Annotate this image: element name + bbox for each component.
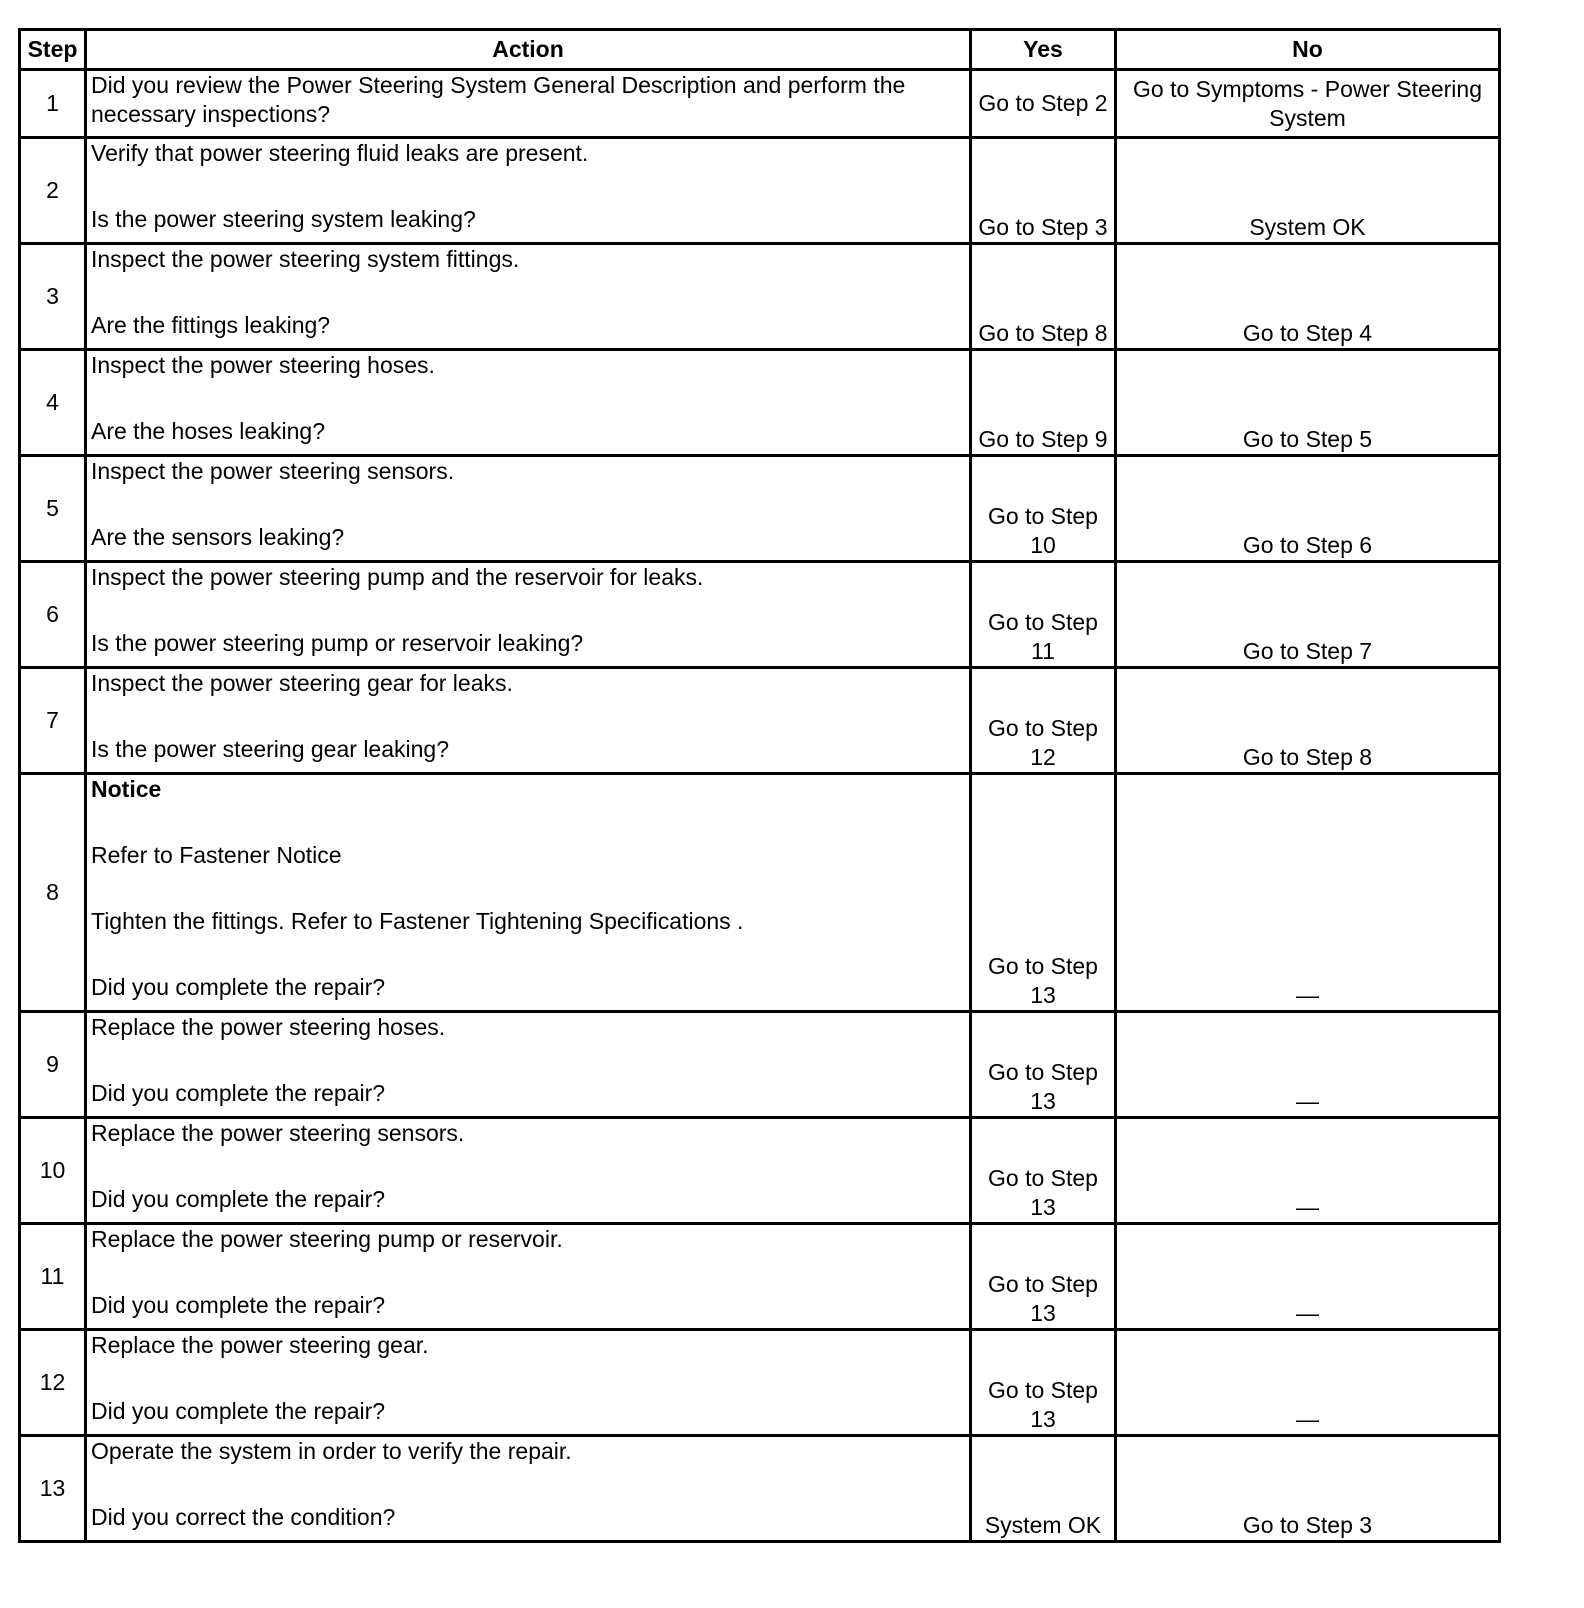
- yes-cell: Go to Step 13: [971, 1118, 1116, 1224]
- step-number: 1: [20, 70, 86, 138]
- action-cell: [86, 244, 971, 350]
- action-question: Are the hoses leaking?: [91, 418, 325, 444]
- action-text: Did you review the Power Steering System General Description and perform the necessary inspections?: [91, 72, 906, 127]
- action-text: Replace the power steering gear.: [91, 1332, 429, 1358]
- no-cell: Go to Step 3: [1116, 1436, 1500, 1542]
- table-row: [20, 1118, 1500, 1224]
- action-text: Inspect the power steering system fittings.: [91, 246, 520, 272]
- action-cell: [86, 562, 971, 668]
- diagnostic-table: [18, 28, 1501, 1543]
- yes-cell: Go to Step 13: [971, 1330, 1116, 1436]
- no-cell: —: [1116, 1118, 1500, 1224]
- action-text: Tighten the fittings. Refer to Fastener Tightening Specifications .: [91, 908, 744, 934]
- action-question: Are the fittings leaking?: [91, 312, 331, 338]
- step-number: 10: [20, 1118, 86, 1224]
- table-header-row: [20, 30, 1500, 70]
- action-text: Replace the power steering hoses.: [91, 1014, 446, 1040]
- step-number: 11: [20, 1224, 86, 1330]
- no-cell: Go to Step 5: [1116, 350, 1500, 456]
- table-row: [20, 1330, 1500, 1436]
- action-text: Operate the system in order to verify the repair.: [91, 1438, 572, 1464]
- no-cell: Go to Symptoms - Power Steering System: [1116, 70, 1500, 138]
- action-question: Is the power steering gear leaking?: [91, 736, 449, 762]
- step-number: 5: [20, 456, 86, 562]
- action-text: Replace the power steering sensors.: [91, 1120, 465, 1146]
- action-question: Are the sensors leaking?: [91, 524, 345, 550]
- step-number: 4: [20, 350, 86, 456]
- no-cell: System OK: [1116, 138, 1500, 244]
- yes-cell: Go to Step 13: [971, 1012, 1116, 1118]
- table-row: [20, 668, 1500, 774]
- no-cell: —: [1116, 1330, 1500, 1436]
- table-row: [20, 1012, 1500, 1118]
- yes-cell: Go to Step 2: [971, 70, 1116, 138]
- action-cell: [86, 138, 971, 244]
- action-text: Replace the power steering pump or reservoir.: [91, 1226, 563, 1252]
- action-question: Is the power steering pump or reservoir leaking?: [91, 630, 584, 656]
- action-text: Inspect the power steering hoses.: [91, 352, 435, 378]
- notice-text: Refer to Fastener Notice: [91, 842, 342, 868]
- table-row: [20, 350, 1500, 456]
- no-cell: Go to Step 6: [1116, 456, 1500, 562]
- action-cell: [86, 350, 971, 456]
- yes-cell: Go to Step 10: [971, 456, 1116, 562]
- yes-cell: Go to Step 13: [971, 774, 1116, 1012]
- action-text: Inspect the power steering gear for leaks.: [91, 670, 513, 696]
- step-number: 8: [20, 774, 86, 1012]
- no-cell: Go to Step 7: [1116, 562, 1500, 668]
- yes-cell: Go to Step 9: [971, 350, 1116, 456]
- step-number: 6: [20, 562, 86, 668]
- action-cell: [86, 1012, 971, 1118]
- yes-cell: Go to Step 11: [971, 562, 1116, 668]
- step-number: 12: [20, 1330, 86, 1436]
- action-cell: [86, 1436, 971, 1542]
- table-row: [20, 1436, 1500, 1542]
- table-row: [20, 138, 1500, 244]
- action-cell: [86, 1330, 971, 1436]
- action-cell: [86, 1118, 971, 1224]
- action-question: Did you complete the repair?: [91, 1398, 386, 1424]
- no-cell: —: [1116, 774, 1500, 1012]
- action-question: Did you complete the repair?: [91, 1080, 386, 1106]
- no-cell: —: [1116, 1012, 1500, 1118]
- table-row: [20, 456, 1500, 562]
- action-text: Inspect the power steering sensors.: [91, 458, 455, 484]
- header-step: Step: [20, 30, 86, 70]
- action-question: Did you complete the repair?: [91, 1186, 386, 1212]
- action-question: Did you complete the repair?: [91, 1292, 386, 1318]
- action-cell: [86, 456, 971, 562]
- yes-cell: Go to Step 8: [971, 244, 1116, 350]
- step-number: 7: [20, 668, 86, 774]
- table-row: [20, 562, 1500, 668]
- step-number: 2: [20, 138, 86, 244]
- action-cell: [86, 668, 971, 774]
- yes-cell: Go to Step 3: [971, 138, 1116, 244]
- action-cell: [86, 1224, 971, 1330]
- header-action: Action: [86, 30, 971, 70]
- table-row: [20, 1224, 1500, 1330]
- notice-heading: Notice: [91, 776, 162, 802]
- header-yes: Yes: [971, 30, 1116, 70]
- action-question: Did you complete the repair?: [91, 974, 386, 1000]
- table-row: [20, 244, 1500, 350]
- table-row: [20, 70, 1500, 138]
- yes-cell: Go to Step 12: [971, 668, 1116, 774]
- step-number: 9: [20, 1012, 86, 1118]
- action-question: Did you correct the condition?: [91, 1504, 396, 1530]
- no-cell: Go to Step 8: [1116, 668, 1500, 774]
- header-no: No: [1116, 30, 1500, 70]
- action-text: Inspect the power steering pump and the reservoir for leaks.: [91, 564, 704, 590]
- yes-cell: Go to Step 13: [971, 1224, 1116, 1330]
- no-cell: —: [1116, 1224, 1500, 1330]
- step-number: 3: [20, 244, 86, 350]
- action-cell: [86, 774, 971, 1012]
- step-number: 13: [20, 1436, 86, 1542]
- action-text: Verify that power steering fluid leaks are present.: [91, 140, 589, 166]
- action-question: Is the power steering system leaking?: [91, 206, 476, 232]
- action-cell: [86, 70, 971, 138]
- table-row: [20, 774, 1500, 1012]
- yes-cell: System OK: [971, 1436, 1116, 1542]
- no-cell: Go to Step 4: [1116, 244, 1500, 350]
